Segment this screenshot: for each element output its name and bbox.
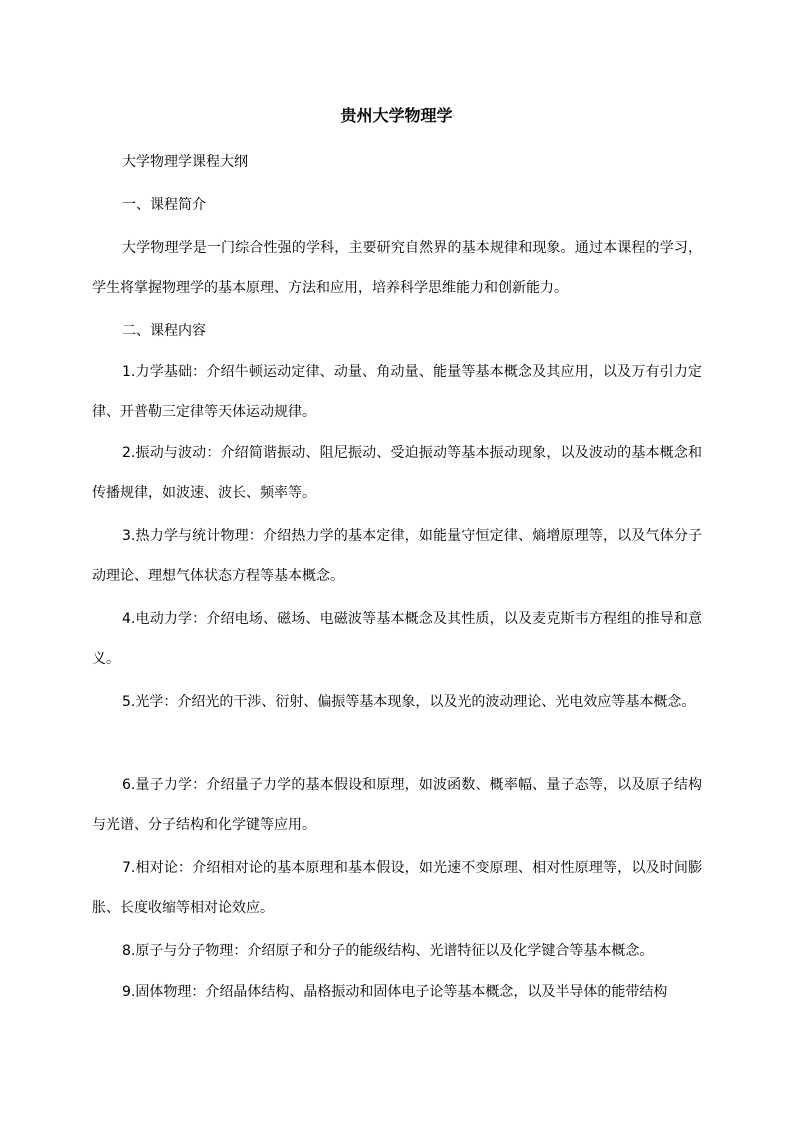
paragraph-item-1: 1.力学基础：介绍牛顿运动定律、动量、角动量、能量等基本概念及其应用，以及万有引力定律、开普勒三定律等天体运动规律。	[92, 364, 702, 420]
paragraph-section-1-heading: 一、课程简介	[122, 197, 206, 213]
paragraph-item-7: 7.相对论：介绍相对论的基本原理和基本假设，如光速不变原理、相对性原理等，以及时间膨胀、长度收缩等相对论效应。	[92, 860, 702, 916]
paragraph-item-9: 9.固体物理：介绍晶体结构、晶格振动和固体电子论等基本概念，以及半导体的能带结构	[122, 984, 668, 1000]
paragraph-item-6: 6.量子力学：介绍量子力学的基本假设和原理，如波函数、概率幅、量子态等，以及原子结构与光谱、分子结构和化学键等应用。	[92, 777, 702, 833]
paragraph-section-2-heading: 二、课程内容	[122, 323, 206, 339]
paragraph-item-8: 8.原子与分子物理：介绍原子和分子的能级结构、光谱特征以及化学键合等基本概念。	[122, 943, 654, 959]
paragraph-item-2: 2.振动与波动：介绍简谐振动、阻尼振动、受迫振动等基本振动现象，以及波动的基本概念和传播规律，如波速、波长、频率等。	[92, 445, 702, 501]
paragraph-course-intro: 大学物理学是一门综合性强的学科，主要研究自然界的基本规律和现象。通过本课程的学习，学生将掌握物理学的基本原理、方法和应用，培养科学思维能力和创新能力。	[92, 240, 702, 296]
paragraph-syllabus-heading: 大学物理学课程大纲	[122, 154, 248, 170]
paragraph-item-4: 4.电动力学：介绍电场、磁场、电磁波等基本概念及其性质，以及麦克斯韦方程组的推导和意义。	[92, 611, 702, 667]
paragraph-item-5: 5.光学：介绍光的干涉、衍射、偏振等基本现象，以及光的波动理论、光电效应等基本概念。	[122, 694, 696, 710]
paragraph-item-3: 3.热力学与统计物理：介绍热力学的基本定律，如能量守恒定律、熵增原理等，以及气体分子动理论、理想气体状态方程等基本概念。	[92, 528, 702, 584]
document-title: 贵州大学物理学	[340, 106, 453, 125]
